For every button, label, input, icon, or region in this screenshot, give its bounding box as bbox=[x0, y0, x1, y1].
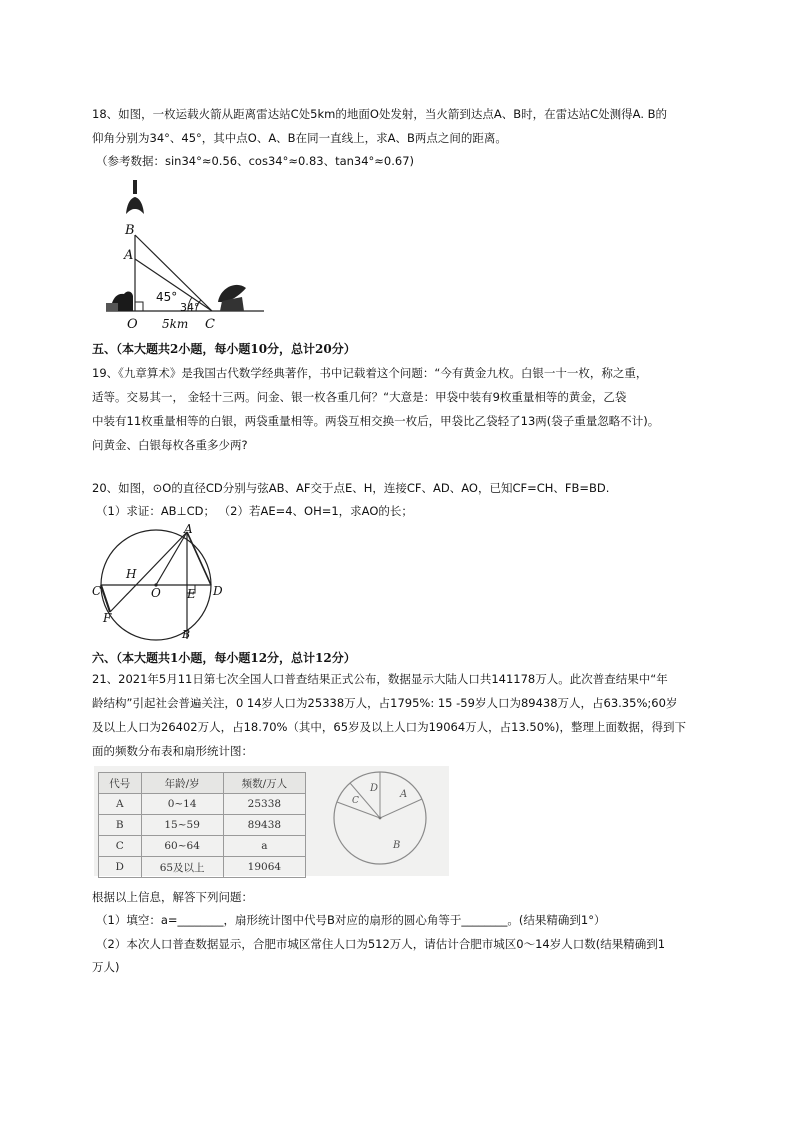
table-cell: B bbox=[99, 815, 142, 836]
frequency-table bbox=[98, 772, 306, 878]
section6-heading: 六、（本大题共1小题，每小题12分，总计12分） bbox=[92, 651, 356, 665]
q21-line4: 面的频数分布表和扇形统计图： bbox=[92, 744, 253, 758]
table-header: 年龄/岁 bbox=[141, 773, 223, 794]
label-H: H bbox=[126, 567, 137, 581]
q19-line2: 适等。交易其一， 金轻十三两。问金、银一枚各重几何？“大意是：甲袋中装有9枚重量相等的黄金，乙袋 bbox=[92, 390, 627, 404]
pie-label-C: C bbox=[352, 796, 359, 806]
table-cell: 89438 bbox=[223, 815, 305, 836]
q20-line2: （1）求证：AB⊥CD； （2）若AE=4、OH=1，求AO的长； bbox=[96, 504, 413, 518]
q20-line1: 20、如图，⊙O的直径CD分别与弦AB、AF交于点E、H，连接CF、AD、AO，已知CF=CH、FB=BD. bbox=[92, 481, 610, 495]
label-A: A bbox=[124, 248, 134, 263]
angle-34-label: 34° bbox=[180, 301, 200, 314]
label-B: B bbox=[125, 223, 135, 238]
angle-45-label: 45° bbox=[156, 290, 178, 304]
q21-instructions: 根据以上信息，解答下列问题： bbox=[92, 890, 253, 904]
table-cell: 65及以上 bbox=[141, 857, 223, 878]
q21-line1: 21、2021年5月11日第七次全国人口普查结果正式公布，数据显示大陆人口共141178万人。此次普查结果中“年 bbox=[92, 672, 668, 686]
q19-line3: 中装有11枚重量相等的白银，两袋重量相等。两袋互相交换一枚后，甲袋比乙袋轻了13两(袋子重量忽略不计)。 bbox=[92, 414, 660, 428]
table-cell: A bbox=[99, 794, 142, 815]
label-D: D bbox=[213, 584, 223, 598]
distance-label: 5km bbox=[162, 317, 189, 331]
label-C: C bbox=[92, 584, 102, 598]
table-row bbox=[99, 794, 306, 815]
q21-sub2-line2: 万人) bbox=[92, 960, 120, 974]
table-cell: 0~14 bbox=[141, 794, 223, 815]
q19-line4: 问黄金、白银每枚各重多少两? bbox=[92, 438, 248, 452]
table-cell: 25338 bbox=[223, 794, 305, 815]
table-row bbox=[99, 815, 306, 836]
circle-figure bbox=[92, 522, 237, 644]
section5-heading: 五、（本大题共2小题，每小题10分，总计20分） bbox=[92, 342, 356, 356]
table-cell: 15~59 bbox=[141, 815, 223, 836]
table-cell: D bbox=[99, 857, 142, 878]
label-O: O bbox=[127, 317, 138, 332]
q18-line1: 18、如图，一枚运载火箭从距离雷达站C处5km的地面O处发射，当火箭到达点A、B时，在雷达站C处测得A. B的 bbox=[92, 107, 668, 121]
table-header-row bbox=[99, 773, 306, 794]
table-cell: a bbox=[223, 836, 305, 857]
q21-sub2-line1: （2）本次人口普查数据显示，合肥市城区常住人口为512万人，请估计合肥市城区0～14岁人口数(结果精确到1 bbox=[96, 937, 666, 951]
label-O: O bbox=[151, 586, 161, 600]
q19-line1: 19、《九章算术》是我国古代数学经典著作，书中记载着这个问题：“今有黄金九枚。白银一十一枚，称之重， bbox=[92, 366, 648, 380]
table-cell: 19064 bbox=[223, 857, 305, 878]
pie-label-A: A bbox=[400, 789, 408, 800]
pie-label-B: B bbox=[393, 840, 401, 851]
rocket-icon bbox=[133, 180, 137, 194]
q18-reference-data: （参考数据：sin34°≈0.56、cos34°≈0.83、tan34°≈0.67) bbox=[96, 154, 415, 168]
q21-sub1: （1）填空：a=________，扇形统计图中代号B对应的扇形的圆心角等于________。(结果精确到1°） bbox=[96, 913, 606, 927]
stats-figure bbox=[94, 766, 449, 876]
q21-line2: 龄结构”引起社会普遍关注，0 14岁人口为25338万人，占1795%: 15 -59岁人口为89438万人，占63.35%;60岁 bbox=[92, 696, 678, 710]
table-header: 代号 bbox=[99, 773, 142, 794]
label-B: B bbox=[182, 628, 191, 641]
table-row bbox=[99, 836, 306, 857]
rocket-flame-icon bbox=[126, 197, 144, 214]
q18-line2: 仰角分别为34°、45°，其中点O、A、B在同一直线上，求A、B两点之间的距离。 bbox=[92, 131, 507, 145]
rocket-figure bbox=[96, 176, 276, 336]
label-C: C bbox=[205, 317, 215, 332]
table-row bbox=[99, 857, 306, 878]
pie-label-D: D bbox=[370, 783, 379, 794]
table-cell: C bbox=[99, 836, 142, 857]
label-A: A bbox=[184, 522, 193, 536]
label-E: E bbox=[187, 587, 196, 601]
table-cell: 60~64 bbox=[141, 836, 223, 857]
label-F: F bbox=[103, 611, 112, 625]
q21-line3: 及以上人口为26402万人，占18.70%（其中，65岁及以上人口为19064万人，占13.50%)，整理上面数据，得到下 bbox=[92, 720, 686, 734]
pie-chart bbox=[314, 766, 449, 876]
table-header: 频数/万人 bbox=[223, 773, 305, 794]
